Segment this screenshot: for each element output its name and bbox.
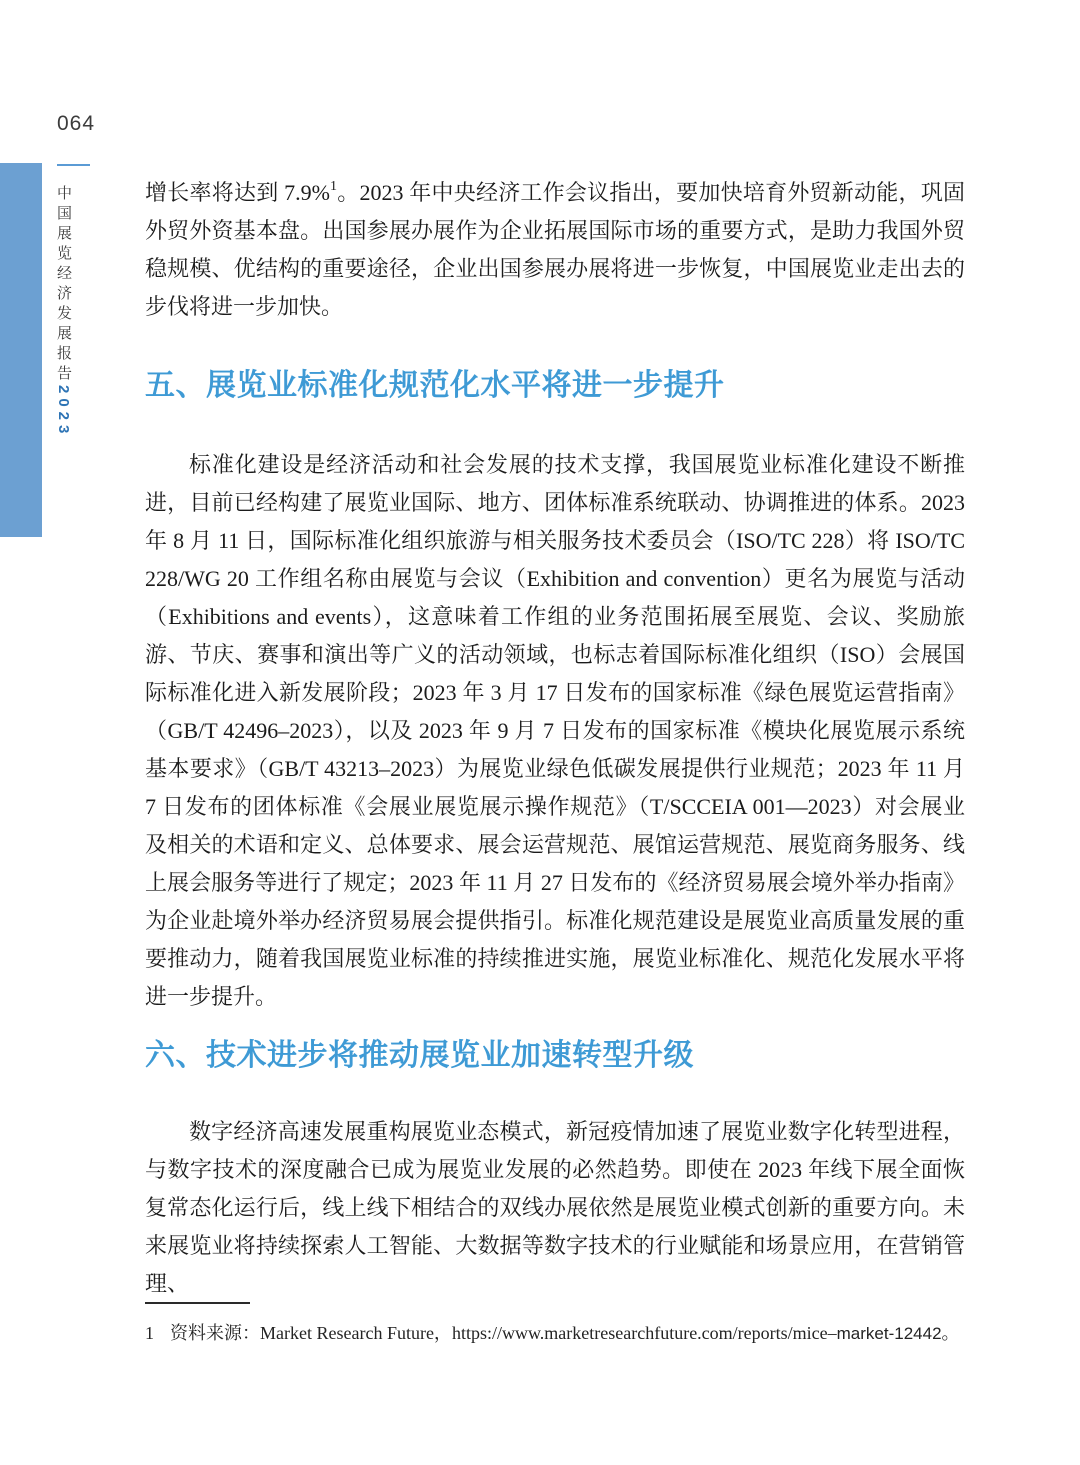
- section-6-heading: 六、技术进步将推动展览业加速转型升级: [145, 1039, 694, 1072]
- intro-text-before-footnote-ref: 增长率将达到 7.9%: [145, 180, 331, 205]
- footnote-divider: [145, 1302, 250, 1304]
- footnote: [145, 1318, 965, 1349]
- section-6-paragraph: 数字经济高速发展重构展览业态模式，新冠疫情加速了展览业数字化转型进程，与数字技术的深度融合已成为展览业发展的必然趋势。即使在 2023 年线下展全面恢复常态化运行后，线上线下相结合的双线办展依然是展览业模式创新的重要方向。未来展览业将持续探索人工智能、大数据等数字技术的行业赋能和场景应用，在营销管理、: [145, 1119, 965, 1296]
- paragraph-intro: [145, 174, 965, 326]
- sidebar-report-title: [53, 185, 74, 445]
- page-number-rule: [57, 164, 90, 166]
- sidebar-title-text: 中国展览经济发展报告: [55, 185, 72, 385]
- section-5-paragraph: 标准化建设是经济活动和社会发展的技术支撑，我国展览业标准化建设不断推进，目前已经构建了展览业国际、地方、团体标准系统联动、协调推进的体系。2023 年 8 月 11 日，国际标准化组织旅游与相关服务技术委员会（ISO/TC 228）将 ISO/TC 228/WG 20 工作组名称由展览与会议（Exhibition and convention）更名为展览与活动（Exhibitions and events），这意味着工作组的业务范围拓展至展览、会议、奖励旅游、节庆、赛事和演出等广义的活动领域，也标志着国际标准化组织（ISO）会展国际标准化进入新发展阶段；2023 年 3 月 17 日发布的国家标准《绿色展览运营指南》（GB/T 42496–2023），以及 2023 年 9 月 7 日发布的国家标准《模块化展览展示系统基本要求》（GB/T 43213–2023）为展览业绿色低碳发展提供行业规范；2023 年 11 月 7 日发布的团体标准《会展业展览展示操作规范》（T/SCCEIA 001—2023）对会展业及相关的术语和定义、总体要求、展会运营规范、展馆运营规范、展览商务服务、线上展会服务等进行了规定；2023 年 11 月 27 日发布的《经济贸易展会境外举办指南》为企业赴境外举办经济贸易展会提供指引。标准化规范建设是展览业高质量发展的重要推动力，随着我国展览业标准的持续推进实施，展览业标准化、规范化发展水平将进一步提升。: [145, 452, 965, 1009]
- footnote-marker: 1: [145, 1323, 154, 1343]
- page-number: 064: [57, 112, 96, 135]
- intro-text-after-footnote-ref: 。2023 年中央经济工作会议指出，要加快培育外贸新动能，巩固外贸外资基本盘。出国参展办展作为企业拓展国际市场的重要方式，是助力我国外贸稳规模、优结构的重要途径，企业出国参展办展将进一步恢复，中国展览业走出去的步伐将进一步加快。: [145, 180, 965, 319]
- sidebar-accent-bar: [0, 163, 42, 537]
- sidebar-year: 2023: [55, 385, 72, 439]
- footnote-url: https://www.marketresearchfuture.com/reports/mice–: [451, 1323, 837, 1343]
- section-5-heading: 五、展览业标准化规范化水平将进一步提升: [145, 369, 725, 402]
- footnote-ref-1: 1: [330, 178, 338, 194]
- footnote-url-id: market-12442: [836, 1324, 942, 1343]
- footnote-source: 资料来源：Market Research Future，: [170, 1323, 452, 1343]
- footnote-terminator: 。: [941, 1323, 960, 1343]
